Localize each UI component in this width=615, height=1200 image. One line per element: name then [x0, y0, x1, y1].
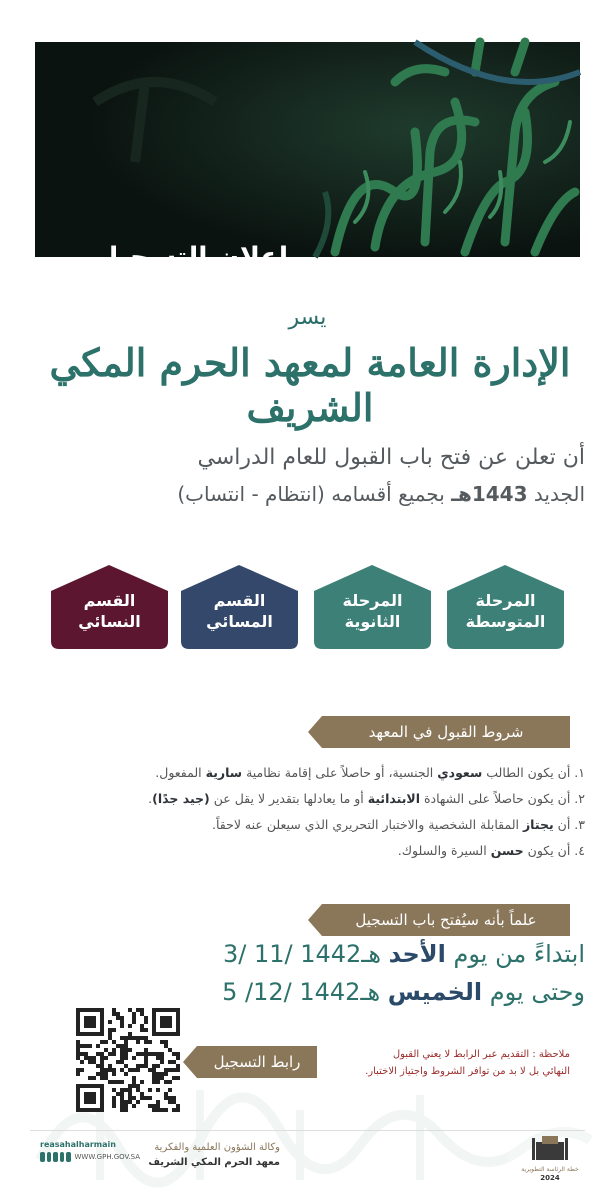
condition-item — [35, 786, 585, 812]
note-line-1: ملاحظة : التقديم عبر الرابط لا يعني القبول — [392, 1049, 570, 1060]
qr-code[interactable] — [76, 1008, 180, 1112]
department-women — [51, 565, 168, 649]
start-prefix: ابتداءً من يوم — [453, 940, 585, 968]
condition-emphasis: سارية — [205, 765, 243, 780]
kiswah-embroidery-graphic — [35, 42, 580, 257]
vision-logo — [520, 1132, 580, 1194]
registration-start-date — [30, 940, 585, 968]
announcement-new: الجديد — [533, 482, 585, 506]
snapchat-icon[interactable] — [40, 1152, 45, 1162]
condition-emphasis: حسن — [490, 843, 524, 858]
announcement-year: 1443هـ — [451, 482, 528, 506]
department-line2: النسائي — [78, 612, 141, 631]
ribbon-notch — [183, 1046, 197, 1078]
conditions-list — [35, 760, 585, 864]
condition-item — [35, 838, 585, 864]
department-line2: الثانوية — [344, 612, 401, 631]
registration-link-label: رابط التسجيل — [213, 1053, 301, 1071]
announcement-departments: بجميع أقسامه (انتظام - انتساب) — [177, 482, 445, 506]
social-handle: reasahalharmain — [40, 1140, 116, 1149]
department-line1: المرحلة — [475, 591, 536, 610]
start-day: الأحد — [388, 940, 446, 968]
condition-emphasis: يجتاز — [522, 817, 554, 832]
department-secondary — [314, 565, 431, 649]
condition-text: أن يكون الطالب — [486, 765, 571, 780]
department-intermediate — [447, 565, 564, 649]
registration-note — [300, 1046, 570, 1080]
header-banner — [35, 42, 580, 273]
agency-name: وكالة الشؤون العلمية والفكرية — [154, 1142, 280, 1153]
start-date: 3/ 11/ 1442هـ — [222, 940, 381, 968]
department-line1: القسم — [83, 591, 136, 610]
mosque-logo-icon — [530, 1132, 570, 1162]
announcement-line-2 — [30, 482, 585, 506]
registration-end-date — [30, 978, 585, 1006]
footer-social — [40, 1140, 140, 1162]
condition-text: المقابلة الشخصية والاختبار التحريري الذي سيعلن عنه لاحقاً. — [212, 817, 519, 832]
ribbon-notch — [308, 716, 322, 748]
condition-text: أو ما يعادلها بتقدير لا يقل عن — [213, 791, 364, 806]
facebook-icon[interactable] — [66, 1152, 71, 1162]
condition-text: الجنسية، أو حاصلاً على إقامة نظامية — [246, 765, 434, 780]
youtube-icon[interactable] — [53, 1152, 58, 1162]
condition-text: أن يكون حاصلاً على الشهادة — [424, 791, 571, 806]
logo-caption: خطة الرئاسة التطويرية — [521, 1166, 579, 1173]
condition-number: ٤. — [574, 843, 585, 858]
condition-emphasis: سعودي — [437, 765, 483, 780]
intro-word: يسر — [288, 305, 327, 330]
department-line2: المتوسطة — [465, 612, 546, 631]
banner-title: إعلان التسجيل — [95, 242, 289, 273]
registration-notice-heading — [322, 904, 570, 936]
condition-item — [35, 760, 585, 786]
condition-text: . — [148, 791, 153, 806]
condition-emphasis: (جيد جدًا) — [152, 791, 210, 806]
department-line2: المسائي — [206, 612, 273, 631]
condition-number: ١. — [574, 765, 585, 780]
condition-text: السيرة والسلوك. — [397, 843, 487, 858]
footer-divider — [30, 1130, 585, 1131]
logo-year: 2024 — [540, 1174, 560, 1182]
condition-number: ٣. — [574, 817, 585, 832]
conditions-heading-text: شروط القبول في المعهد — [368, 723, 524, 741]
department-line1: القسم — [213, 591, 266, 610]
ribbon-notch — [308, 904, 322, 936]
conditions-heading — [322, 716, 570, 748]
registration-link-button[interactable] — [197, 1046, 317, 1078]
condition-text: المفعول. — [155, 765, 202, 780]
registration-notice-text: علماً بأنه سيُفتح باب التسجيل — [355, 911, 537, 929]
announcement-line-1: أن تعلن عن فتح باب القبول للعام الدراسي — [197, 445, 585, 470]
end-day: الخميس — [387, 978, 483, 1006]
twitter-icon[interactable] — [60, 1152, 65, 1162]
note-line-2: النهائي بل لا بد من توافر الشروط واجتياز الاختبار. — [365, 1066, 570, 1077]
social-icons — [40, 1152, 140, 1162]
condition-text: أن يكون — [527, 843, 571, 858]
condition-text: أن — [557, 817, 571, 832]
instagram-icon[interactable] — [47, 1152, 52, 1162]
condition-item — [35, 812, 585, 838]
department-evening — [181, 565, 298, 649]
department-line1: المرحلة — [342, 591, 403, 610]
end-prefix: وحتى يوم — [489, 978, 585, 1006]
institute-name-calligraphy: الإدارة العامة لمعهد الحرم المكي الشريف — [49, 340, 571, 430]
condition-emphasis: الابتدائية — [367, 791, 421, 806]
footer-agency — [140, 1142, 280, 1168]
website-link[interactable]: WWW.GPH.GOV.SA — [74, 1153, 140, 1161]
condition-number: ٢. — [574, 791, 585, 806]
footer-institute-name: معهد الحرم المكي الشريف — [148, 1157, 280, 1168]
end-date: 5 /12/ 1442هـ — [222, 978, 381, 1006]
